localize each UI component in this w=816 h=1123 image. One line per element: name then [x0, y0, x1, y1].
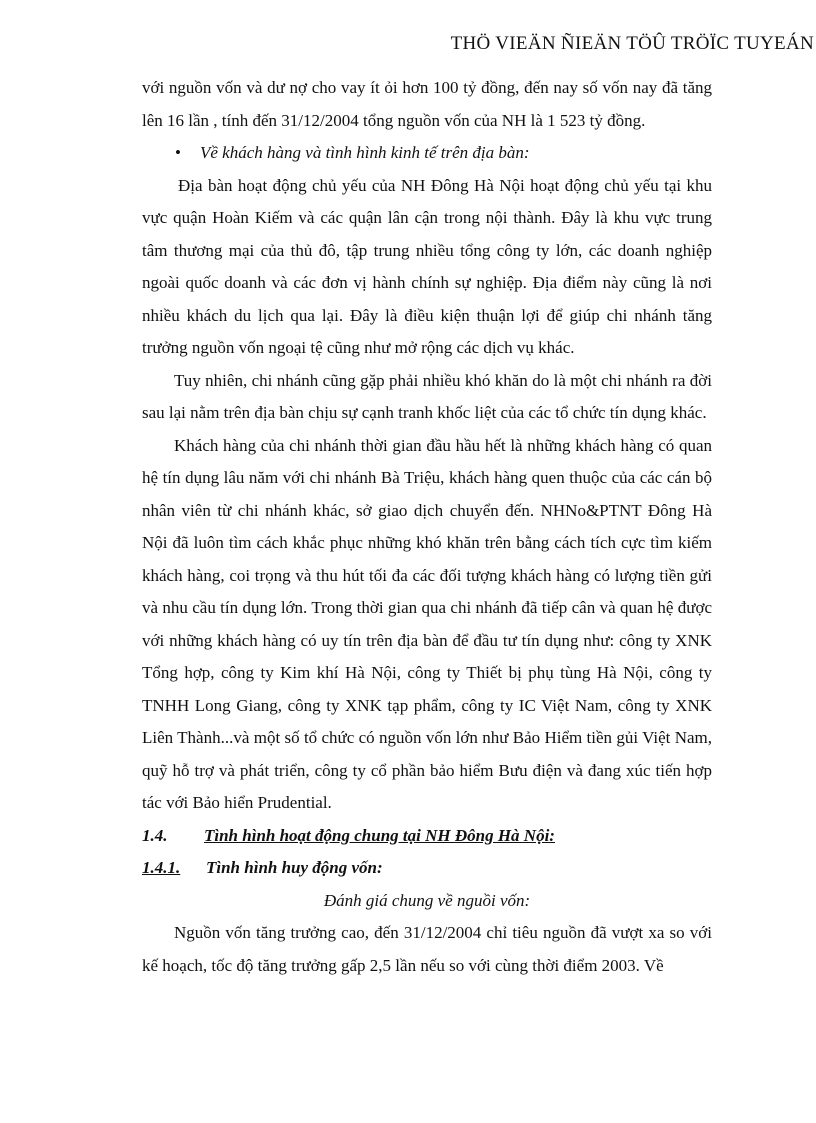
- section-heading-1-4: [142, 820, 712, 853]
- section-title: Tình hình hoạt động chung tại NH Đông Hà Nội:: [204, 825, 555, 845]
- paragraph-difficulties: Tuy nhiên, chi nhánh cũng gặp phải nhiều khó khăn do là một chi nhánh ra đời sau lại nằm trên địa bàn chịu sự cạnh tranh khốc liệt của các tổ chức tín dụng khác.: [142, 370, 712, 422]
- subsection-number: 1.4.1.: [142, 858, 181, 877]
- subtitle-capital-assessment: Đánh giá chung về nguồi vốn:: [323, 890, 531, 910]
- section-heading-1-4-1: [142, 852, 712, 885]
- bullet-icon: •: [175, 143, 181, 162]
- section-number: 1.4.: [142, 825, 168, 845]
- page-header: THÖ VIEÄN ÑIEÄN TÖÛ TRÖÏC TUYEÁN: [450, 33, 814, 54]
- paragraph-customers: Khách hàng của chi nhánh thời gian đầu hầu hết là những khách hàng có quan hệ tín dụng lâu năm với chi nhánh Bà Triệu, khách hàng quen thuộc của các cán bộ nhân viên từ chi nhánh khác, sở giao dịch chuyển đến. NHNo&PTNT Đông Hà Nội đã luôn tìm cách khắc phục những khó khăn trên bằng cách tích cực tìm kiếm khách hàng, coi trọng và thu hút tối đa các đối tượng khách hàng có lượng tiền gửi và nhu cầu tín dụng lớn. Trong thời gian qua chi nhánh đã tiếp cân và quan hệ được với những khách hàng có uy tín trên địa bàn để đầu tư tín dụng như: công ty XNK Tổng hợp, công ty Kim khí Hà Nội, công ty Thiết bị phụ tùng Hà Nội, công ty TNHH Long Giang, công ty XNK tạp phẩm, công ty IC Việt Nam, công ty XNK Liên Thành...và một số tổ chức có nguồn vốn lớn như Bảo Hiểm tiền gủi Việt Nam, quỹ hỗ trợ và phát triển, công ty cổ phần bảo hiểm Bưu điện và đang xúc tiến hợp tác với Bảo hiển Prudential.: [142, 435, 712, 812]
- paragraph-capital-summary: Nguồn vốn tăng trưởng cao, đến 31/12/2004 chỉ tiêu nguồn đã vượt xa so với kế hoạch, tốc độ tăng trưởng gấp 2,5 lần nếu so với cùng thời điểm 2003. Về: [142, 923, 712, 975]
- bullet-text: Về khách hàng và tình hình kinh tế trên địa bàn:: [200, 143, 530, 162]
- paragraph-capital-growth: với nguồn vốn và dư nợ cho vay ít ỏi hơn 100 tỷ đồng, đến nay số vốn nay đã tăng lên 16 lần , tính đến 31/12/2004 tổng nguồn vốn của NH là 1 523 tỷ đồng.: [142, 78, 712, 130]
- paragraph-operating-area: Địa bàn hoạt động chủ yếu của NH Đông Hà Nội hoạt động chủ yếu tại khu vực quận Hoàn Kiếm và các quận lân cận trong nội thành. Đây là khu vực trung tâm thương mại của thủ đô, tập trung nhiều tổng công ty lớn, các doanh nghiệp ngoài quốc doanh và các đơn vị hành chính sự nghiệp. Địa điểm này cũng là nơi nhiều khách du lịch qua lại. Đây là điều kiện thuận lợi để giúp chi nhánh tăng trưởng nguồn vốn ngoại tệ cũng như mở rộng các dịch vụ khác.: [142, 175, 712, 357]
- bullet-customers-economy: [142, 137, 712, 170]
- document-body: [142, 72, 712, 982]
- subsection-title: Tình hình huy động vốn:: [206, 858, 383, 877]
